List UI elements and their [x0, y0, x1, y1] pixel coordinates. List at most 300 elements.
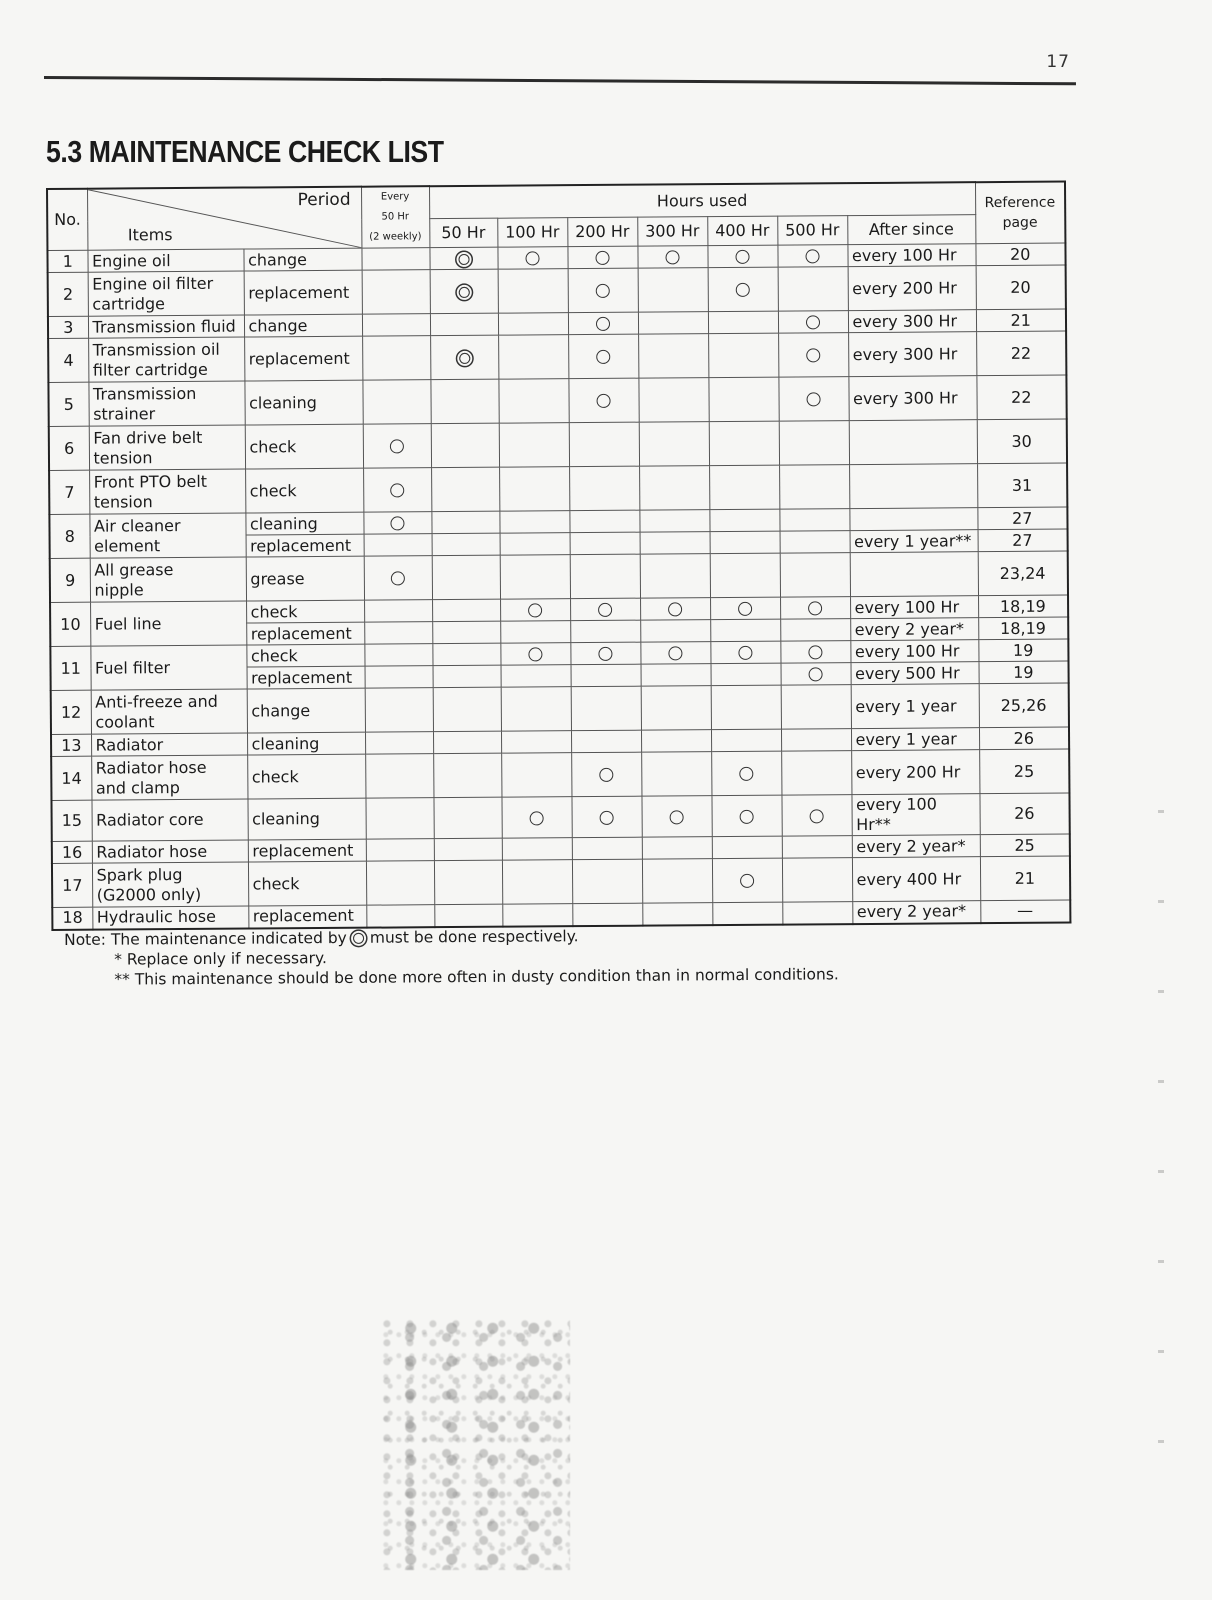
hours-cell	[499, 423, 569, 468]
hours-cell	[571, 730, 641, 753]
reference-page: 23,24	[978, 551, 1068, 596]
period-action: cleaning	[244, 380, 362, 425]
item-name-line: tension	[93, 491, 153, 512]
table-row	[50, 551, 1068, 602]
hours-cell	[433, 665, 501, 687]
every-50hr-cell	[365, 666, 433, 688]
after-since: every 300 Hr	[848, 376, 976, 421]
item-name	[88, 315, 244, 338]
hours-cell	[640, 532, 710, 555]
scan-edge-marks	[1158, 780, 1164, 1480]
every-50hr-cell	[363, 468, 431, 512]
hours-cell	[780, 531, 850, 554]
after-since: every 200 Hr	[848, 266, 976, 311]
every-50hr-cell	[362, 314, 430, 336]
hours-cell	[430, 313, 498, 335]
item-name-line: Transmission	[92, 383, 197, 404]
circle-icon	[598, 647, 612, 661]
after-since: every 500 Hr	[851, 662, 979, 685]
page-number: 17	[1046, 52, 1070, 72]
hours-cell	[711, 729, 781, 752]
period-action: cleaning	[247, 798, 365, 840]
hours-cell	[432, 643, 500, 665]
hours-cell	[502, 904, 572, 927]
notes	[64, 923, 1044, 990]
hours-cell	[778, 267, 848, 312]
every-50hr-cell	[361, 248, 429, 270]
circle-icon	[600, 810, 614, 824]
circle-icon	[596, 350, 610, 364]
circle-icon	[528, 603, 542, 617]
period-action: check	[246, 600, 364, 623]
hours-cell	[501, 753, 571, 798]
hours-cell	[782, 858, 852, 903]
hours-cell	[498, 269, 568, 314]
hours-cell	[640, 598, 710, 621]
hours-cell	[781, 795, 851, 837]
hours-cell	[779, 509, 849, 532]
hours-cell	[567, 246, 637, 269]
hours-cell	[431, 467, 499, 511]
hours-cell	[780, 597, 850, 620]
header-hours-300: 300 Hr	[637, 217, 707, 246]
item-name-line: Front PTO belt	[93, 471, 208, 492]
period-action: check	[247, 754, 365, 799]
item-name-line: Radiator	[95, 734, 164, 755]
item-name	[87, 249, 243, 272]
hours-cell	[569, 510, 639, 533]
period-action: replacement	[244, 336, 362, 381]
item-name-line: All grease	[94, 559, 174, 580]
item-name	[91, 799, 247, 841]
item-name	[90, 645, 246, 690]
header-reference-line1: Reference	[984, 194, 1056, 212]
hours-cell	[500, 643, 570, 666]
hours-cell	[499, 511, 569, 534]
hours-cell	[571, 686, 641, 731]
hours-cell	[708, 311, 778, 334]
hours-cell	[499, 467, 569, 512]
note-line-2: * Replace only if necessary.	[114, 949, 327, 969]
note-suffix: must be done respectively.	[369, 927, 579, 947]
circle-icon	[740, 874, 754, 888]
circle-icon	[738, 646, 752, 660]
circle-icon	[738, 602, 752, 616]
circle-icon	[598, 603, 612, 617]
hours-cell	[434, 860, 502, 904]
item-number: 15	[51, 800, 91, 841]
note-prefix: Note: The maintenance indicated by	[64, 928, 347, 949]
hours-cell	[711, 795, 781, 837]
hours-cell	[711, 751, 781, 796]
hours-cell	[434, 838, 502, 860]
period-action: replacement	[244, 270, 362, 315]
hours-cell	[432, 533, 500, 555]
period-action: replacement	[247, 666, 365, 689]
item-number: 18	[52, 907, 92, 929]
circle-icon	[596, 284, 610, 298]
item-name	[88, 381, 244, 426]
hours-cell	[780, 619, 850, 642]
item-name-line: coolant	[95, 711, 155, 732]
item-name	[92, 862, 248, 907]
period-action: grease	[246, 556, 364, 601]
hours-cell	[709, 509, 779, 532]
circle-icon	[528, 647, 542, 661]
table-row	[48, 265, 1066, 316]
circle-icon	[740, 809, 754, 823]
circle-icon	[599, 768, 613, 782]
hours-cell	[708, 333, 778, 378]
item-name-line: Transmission oil	[92, 339, 220, 360]
circle-icon	[810, 809, 824, 823]
circle-icon	[525, 251, 539, 265]
every-50hr-cell	[364, 534, 432, 556]
hours-cell	[568, 334, 638, 379]
item-name	[89, 513, 245, 558]
hours-cell	[782, 836, 852, 859]
circle-icon	[596, 317, 610, 331]
item-name	[91, 755, 247, 800]
hours-cell	[433, 753, 501, 797]
hours-cell	[711, 663, 781, 686]
item-number: 6	[49, 426, 89, 470]
item-name-line: and clamp	[95, 777, 180, 798]
hours-cell	[778, 377, 848, 422]
hours-cell	[568, 378, 638, 423]
hours-cell	[500, 555, 570, 600]
table-body	[47, 243, 1070, 929]
hours-cell	[642, 903, 712, 926]
item-number: 13	[51, 734, 91, 756]
hours-cell	[711, 685, 781, 730]
reference-page: 18,19	[978, 595, 1068, 618]
header-hours-400: 400 Hr	[707, 217, 777, 246]
hours-cell	[639, 422, 709, 467]
item-number: 1	[47, 250, 87, 272]
every-50hr-cell	[366, 861, 434, 905]
hours-cell	[569, 466, 639, 511]
item-number: 12	[51, 690, 91, 734]
circle-icon	[736, 283, 750, 297]
hours-cell	[639, 510, 709, 533]
item-number: 8	[49, 514, 89, 558]
reference-page: 21	[976, 309, 1066, 332]
hours-cell	[709, 421, 779, 466]
item-number: 17	[52, 863, 92, 907]
hours-cell	[500, 533, 570, 556]
hours-cell	[502, 860, 572, 905]
double-circle-icon	[458, 286, 469, 297]
item-name-line: cartridge	[92, 293, 166, 314]
reference-page: 25	[980, 834, 1070, 857]
period-action: cleaning	[245, 512, 363, 535]
circle-icon	[808, 601, 822, 615]
every-50hr-cell	[366, 905, 434, 927]
hours-cell	[710, 619, 780, 642]
after-since: every 400 Hr	[852, 857, 980, 902]
item-number: 9	[50, 558, 90, 602]
item-name-line: element	[94, 535, 161, 556]
hours-cell	[781, 663, 851, 686]
item-name	[91, 689, 247, 734]
maintenance-check-table	[46, 181, 1071, 931]
header-every-line2: 50 Hr	[381, 211, 410, 223]
header-every-line1: Every	[380, 191, 410, 203]
circle-icon	[391, 571, 405, 585]
period-action: replacement	[248, 839, 366, 862]
hours-cell	[778, 333, 848, 378]
after-since	[850, 552, 978, 597]
after-since: every 1 year	[851, 684, 979, 729]
every-50hr-cell	[362, 270, 430, 314]
circle-icon	[390, 516, 404, 530]
period-action: change	[244, 314, 362, 337]
hours-cell	[570, 554, 640, 599]
hours-cell	[708, 377, 778, 422]
hours-cell	[433, 797, 501, 838]
header-period: Period	[297, 189, 351, 211]
every-50hr-cell	[363, 512, 431, 534]
after-since: every 2 year*	[852, 835, 980, 858]
note-line-3: ** This maintenance should be done more often in dusty condition than in normal conditions.	[114, 965, 839, 989]
hours-cell	[571, 752, 641, 797]
reference-page: 19	[979, 661, 1069, 684]
hours-cell	[434, 904, 502, 926]
hours-cell	[710, 531, 780, 554]
item-number: 16	[52, 841, 92, 863]
hours-cell	[569, 422, 639, 467]
item-name-line: Engine oil filter	[92, 273, 214, 294]
hours-cell	[498, 313, 568, 336]
hours-cell	[571, 664, 641, 687]
period-action: check	[248, 861, 366, 906]
hours-cell	[501, 731, 571, 754]
header-hours-200: 200 Hr	[567, 218, 637, 247]
period-action: change	[247, 688, 365, 733]
header-period-items	[87, 187, 361, 251]
hours-cell	[779, 465, 849, 510]
hours-cell	[501, 687, 571, 732]
item-name	[89, 425, 245, 470]
hours-cell	[639, 466, 709, 511]
hours-cell	[570, 620, 640, 643]
after-since: every 300 Hr	[848, 332, 976, 377]
reference-page: 22	[976, 375, 1066, 420]
item-number: 3	[48, 316, 88, 338]
hours-cell	[571, 796, 641, 838]
item-name-line: Transmission fluid	[92, 316, 236, 337]
after-since: every 100 Hr	[847, 244, 975, 267]
item-number: 10	[50, 602, 90, 646]
header-hours-50: 50 Hr	[429, 219, 497, 248]
hours-cell	[712, 902, 782, 925]
period-action: change	[243, 248, 361, 271]
period-action: check	[246, 644, 364, 667]
hours-cell	[498, 379, 568, 424]
hours-cell	[501, 797, 571, 839]
hours-cell	[641, 752, 711, 797]
hours-cell	[500, 621, 570, 644]
table-row	[51, 749, 1069, 800]
after-since: every 100 Hr	[850, 640, 978, 663]
hours-cell	[637, 246, 707, 269]
item-name-line: Hydraulic hose	[96, 907, 216, 927]
hours-cell	[572, 837, 642, 860]
hours-cell	[502, 838, 572, 861]
item-name-line: Fuel filter	[94, 657, 171, 678]
hours-cell	[781, 685, 851, 730]
hours-cell	[710, 641, 780, 664]
double-circle-icon	[458, 253, 469, 264]
hours-cell	[710, 597, 780, 620]
table-row	[52, 856, 1070, 907]
circle-icon	[806, 315, 820, 329]
after-since: every 1 year**	[850, 530, 978, 553]
hours-cell	[638, 378, 708, 423]
circle-icon	[530, 811, 544, 825]
hours-cell	[777, 245, 847, 268]
hours-cell	[712, 836, 782, 859]
after-since: every 1 year	[851, 728, 979, 751]
item-name-line: Engine oil	[91, 250, 171, 271]
hours-cell	[707, 245, 777, 268]
circle-icon	[670, 810, 684, 824]
hours-cell	[641, 664, 711, 687]
hours-cell	[568, 312, 638, 335]
header-every-50hr	[361, 186, 429, 248]
table-row	[48, 375, 1066, 426]
item-name	[90, 601, 246, 646]
every-50hr-cell	[362, 380, 430, 424]
table-row	[49, 463, 1067, 514]
hours-cell	[641, 796, 711, 838]
item-name-line: Radiator core	[96, 809, 204, 830]
every-50hr-cell	[363, 424, 431, 468]
hours-cell	[572, 903, 642, 926]
hours-cell	[708, 267, 778, 312]
circle-icon	[595, 251, 609, 265]
header-every-line3: (2 weekly)	[369, 231, 422, 243]
item-name-line: nipple	[94, 579, 144, 600]
hours-cell	[498, 335, 568, 380]
hours-cell	[497, 247, 567, 270]
circle-icon	[807, 392, 821, 406]
table-row	[49, 419, 1067, 470]
every-50hr-cell	[362, 336, 430, 380]
item-name	[92, 840, 248, 863]
hours-cell	[640, 620, 710, 643]
hours-cell	[642, 859, 712, 904]
item-name	[89, 469, 245, 514]
hours-cell	[712, 858, 782, 903]
item-number: 2	[48, 272, 88, 316]
period-action: replacement	[246, 534, 364, 557]
hours-cell	[638, 334, 708, 379]
item-name-line: Fuel line	[94, 613, 162, 634]
reference-page: 25,26	[979, 683, 1069, 728]
hours-cell	[429, 247, 497, 269]
hours-cell	[781, 729, 851, 752]
every-50hr-cell	[365, 688, 433, 732]
period-action: cleaning	[247, 732, 365, 755]
table-row	[48, 331, 1066, 382]
hours-cell	[570, 642, 640, 665]
circle-icon	[808, 645, 822, 659]
after-since: every 300 Hr	[848, 310, 976, 333]
hours-cell	[568, 268, 638, 313]
hours-cell	[640, 642, 710, 665]
circle-icon	[806, 348, 820, 362]
item-number: 11	[50, 646, 90, 690]
table-row	[51, 683, 1069, 734]
hours-cell	[570, 598, 640, 621]
item-number: 4	[48, 338, 88, 382]
header-rule	[44, 76, 1076, 85]
period-action: replacement	[248, 905, 366, 928]
reference-page: 19	[978, 639, 1068, 662]
after-since	[849, 508, 977, 531]
reference-page: 26	[979, 727, 1069, 750]
item-name-line: Spark plug	[96, 864, 183, 885]
circle-icon	[597, 394, 611, 408]
after-since: every 2 year*	[852, 901, 980, 924]
hours-cell	[640, 554, 710, 599]
header-items: Items	[127, 225, 173, 245]
hours-cell	[782, 902, 852, 925]
reference-page: 30	[977, 419, 1067, 464]
hours-cell	[780, 641, 850, 664]
hours-cell	[781, 751, 851, 796]
header-reference-page	[975, 182, 1065, 244]
item-number: 7	[49, 470, 89, 514]
hours-cell	[500, 599, 570, 622]
after-since	[849, 420, 977, 465]
hours-cell	[642, 837, 712, 860]
after-since: every 100 Hr**	[851, 794, 979, 836]
every-50hr-cell	[364, 556, 432, 600]
circle-icon	[735, 250, 749, 264]
hours-cell	[638, 312, 708, 335]
item-name-line: filter cartridge	[92, 359, 208, 380]
item-name-line: Anti-freeze and	[95, 691, 218, 712]
hours-cell	[430, 335, 498, 379]
maintenance-table-container	[46, 181, 1069, 931]
circle-icon	[809, 667, 823, 681]
reference-page: —	[980, 900, 1070, 923]
every-50hr-cell	[365, 798, 433, 839]
after-since	[849, 464, 977, 509]
every-50hr-cell	[364, 644, 432, 666]
item-name	[88, 337, 244, 382]
reference-page: 31	[977, 463, 1067, 508]
hours-cell	[709, 465, 779, 510]
reference-page: 25	[979, 749, 1069, 794]
every-50hr-cell	[364, 600, 432, 622]
period-action: check	[245, 424, 363, 469]
item-number: 5	[48, 382, 88, 426]
item-name-line: strainer	[93, 403, 156, 424]
hours-cell	[779, 421, 849, 466]
hours-cell	[432, 555, 500, 599]
every-50hr-cell	[365, 754, 433, 798]
item-name-line: (G2000 only)	[96, 884, 202, 905]
item-name	[88, 271, 244, 316]
item-name-line: Air cleaner	[93, 515, 181, 536]
reference-page: 20	[976, 265, 1066, 310]
circle-icon	[668, 646, 682, 660]
hours-cell	[433, 731, 501, 753]
